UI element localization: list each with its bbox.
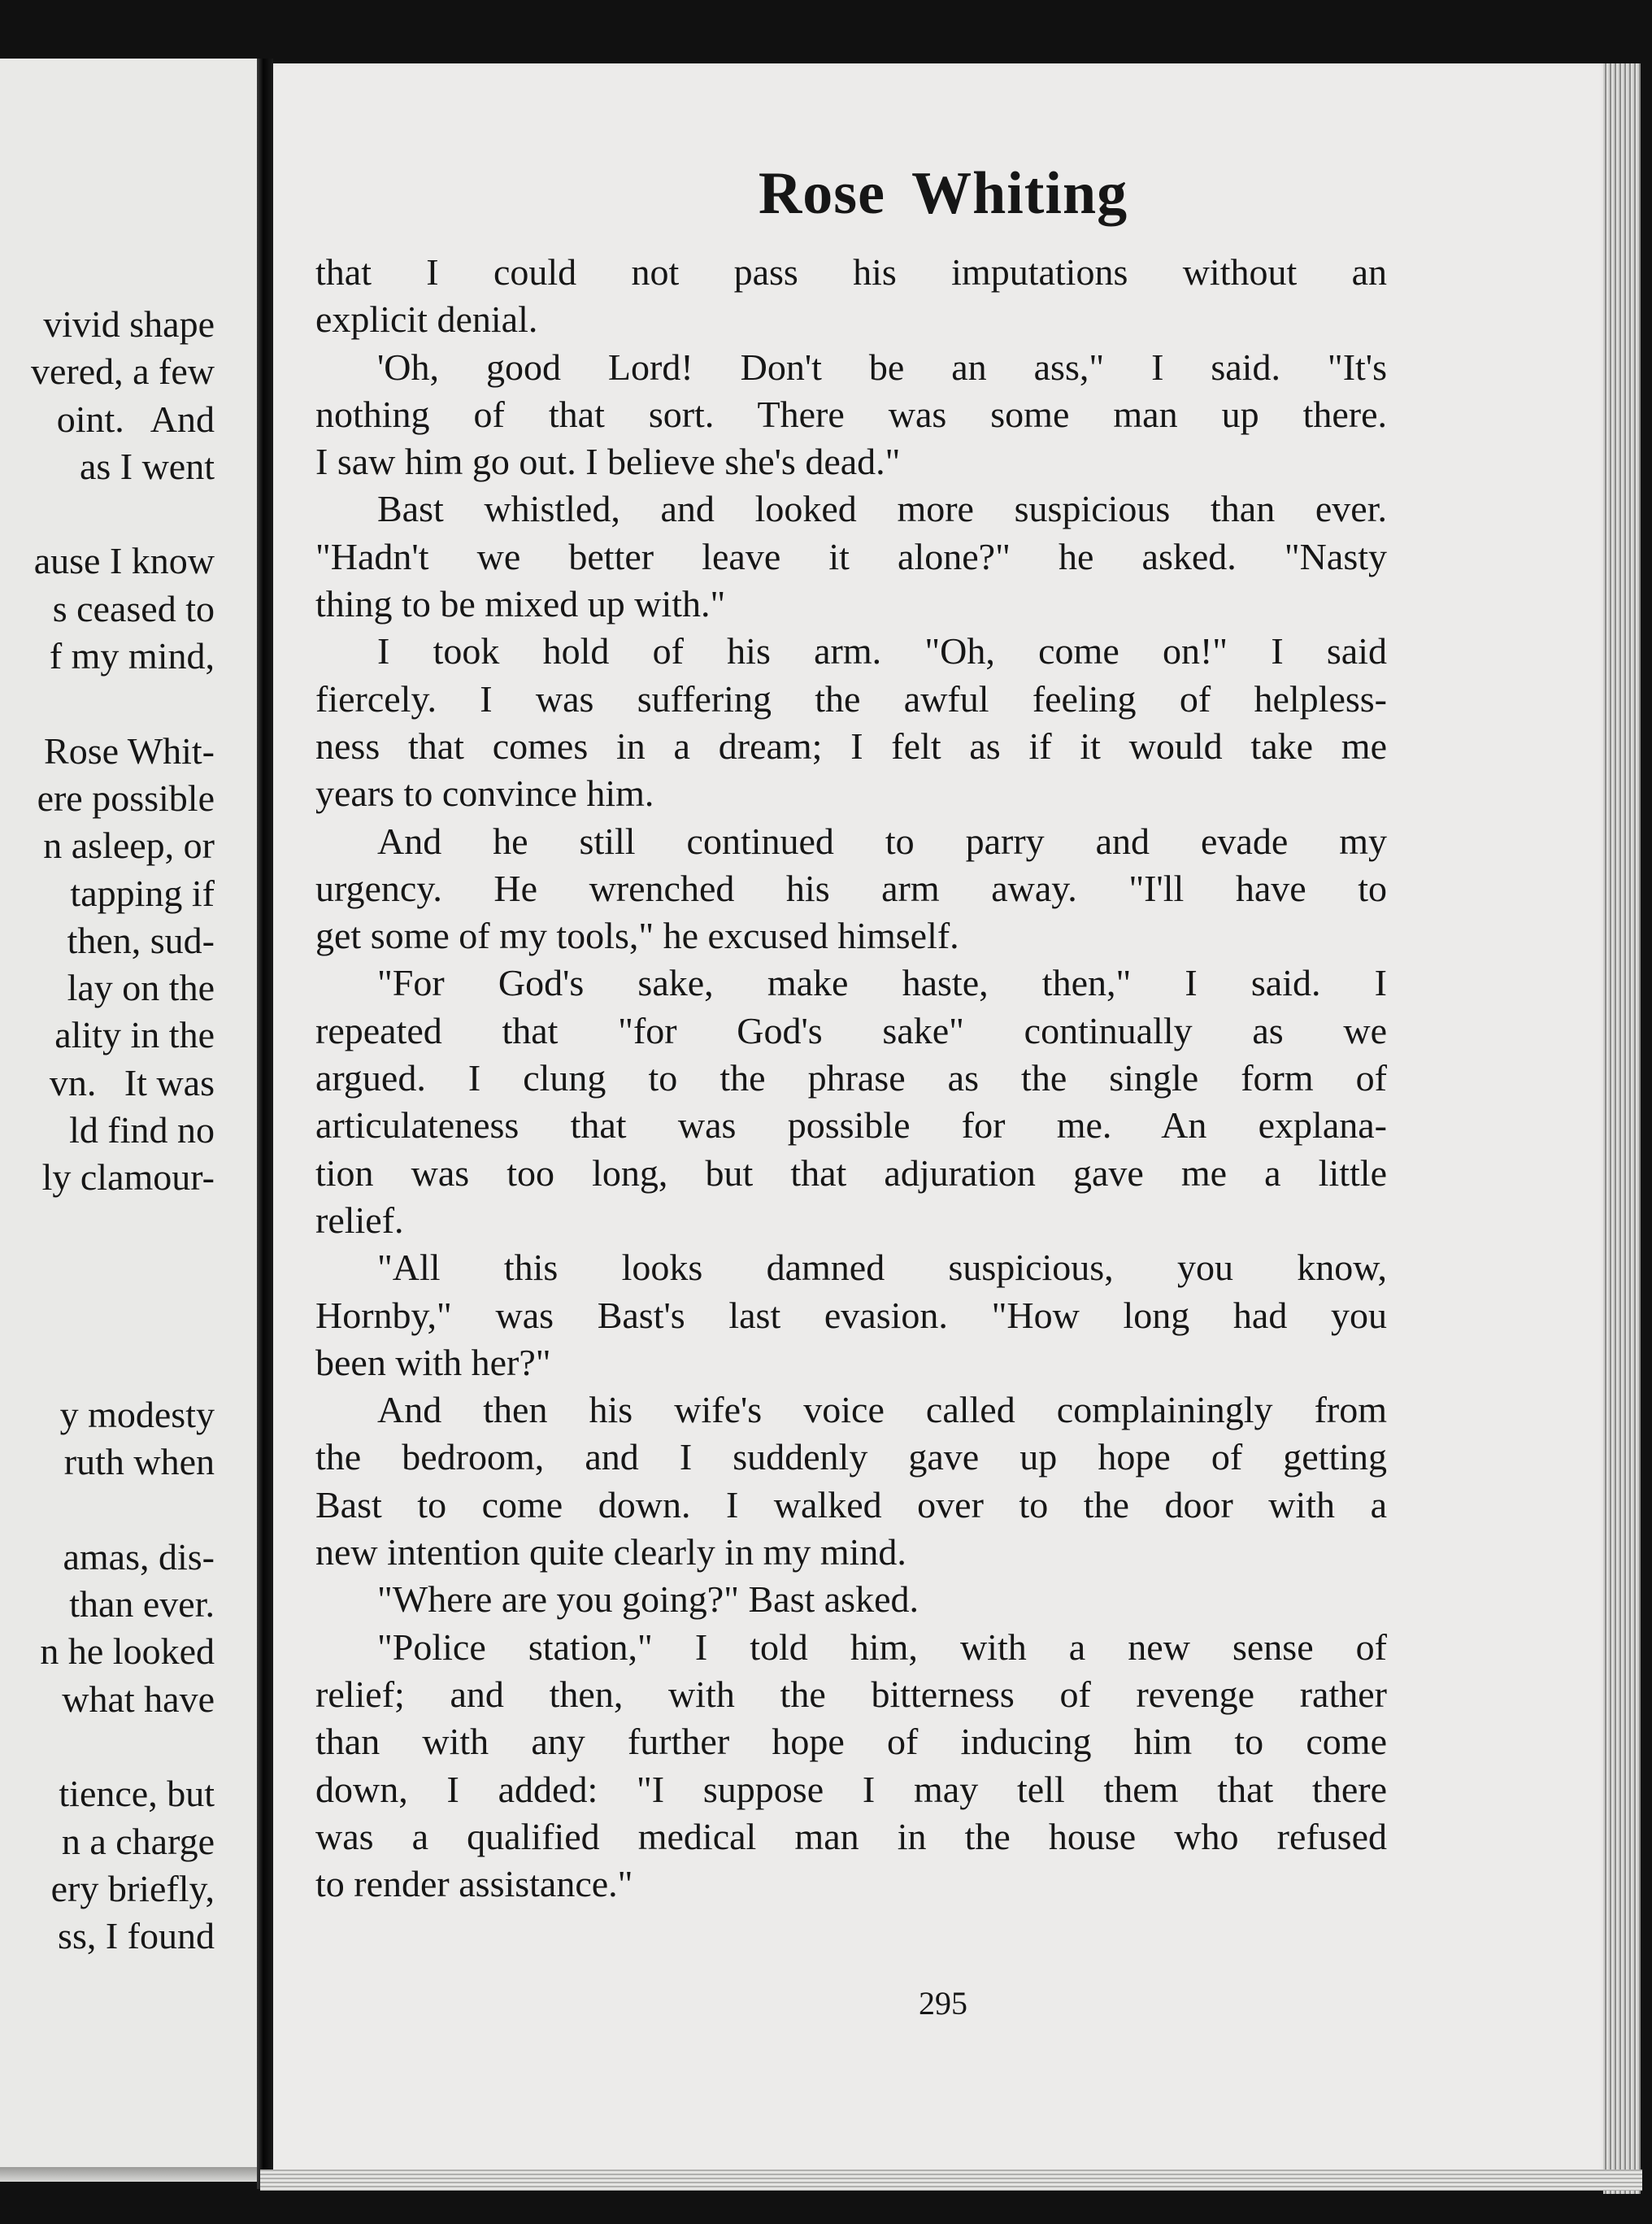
left-page-line: than ever. <box>69 1583 215 1626</box>
left-page-line <box>0 1486 215 1533</box>
left-page-line: vivid shape <box>43 303 215 345</box>
text-line: ness that comes in a dream; I felt as if it would take me <box>315 725 1387 767</box>
text-line: "Police station," I told him, with a new sense of <box>377 1626 1387 1668</box>
left-page-line: n he looked <box>40 1630 215 1673</box>
text-line: And he still continued to parry and evade my <box>377 820 1387 862</box>
left-page-line: ld find no <box>69 1109 215 1151</box>
left-facing-page <box>0 59 257 2173</box>
text-line: And then his wife's voice called complainingly from <box>377 1389 1387 1431</box>
text-line: "For God's sake, make haste, then," I said. I <box>377 962 1387 1004</box>
left-page-line: lay on the <box>67 967 215 1009</box>
left-page-line: amas, dis- <box>63 1535 215 1578</box>
body-text <box>315 249 1387 1908</box>
text-line: than with any further hope of inducing him to come <box>315 1721 1387 1763</box>
left-page-edge <box>0 2167 268 2182</box>
text-line: repeated that "for God's sake" continually as we <box>315 1009 1387 1051</box>
left-page-line: as I went <box>79 445 215 487</box>
text-line: urgency. He wrenched his arm away. "I'll have to <box>315 867 1387 909</box>
left-page-line: s ceased to <box>52 587 215 629</box>
text-line: "All this looks damned suspicious, you know, <box>377 1247 1387 1289</box>
left-page-line <box>0 1202 215 1249</box>
left-page-line: ere possible <box>37 777 215 819</box>
left-page-line <box>0 1344 215 1391</box>
left-page-line: f my mind, <box>49 635 215 677</box>
text-line: Hornby," was Bast's last evasion. "How long had you <box>315 1294 1387 1336</box>
left-page-line: y modesty <box>59 1393 215 1435</box>
text-line: the bedroom, and I suddenly gave up hope of getting <box>315 1436 1387 1478</box>
text-line: I saw him go out. I believe she's dead." <box>315 441 901 483</box>
left-page-line <box>0 680 215 727</box>
text-line: explicit denial. <box>315 298 538 341</box>
left-page-text <box>0 301 215 1960</box>
text-line: new intention quite clearly in my mind. <box>315 1531 906 1573</box>
left-page-line: Rose Whit- <box>44 729 215 772</box>
page-number: 295 <box>919 1985 967 2022</box>
left-page-line: n asleep, or <box>43 825 215 867</box>
left-page-line: vered, a few <box>30 350 215 393</box>
text-line: 'Oh, good Lord! Don't be an ass," I said. "It's <box>377 346 1387 388</box>
text-line: thing to be mixed up with." <box>315 583 726 625</box>
text-line: articulateness that was possible for me. An explana- <box>315 1104 1387 1147</box>
left-page-line <box>0 1296 215 1343</box>
left-page-line: then, sud- <box>67 919 215 961</box>
left-page-line: ery briefly, <box>50 1867 215 1909</box>
running-head: Rose Whiting <box>758 160 1128 227</box>
text-line: tion was too long, but that adjuration gave me a little <box>315 1151 1387 1194</box>
right-page <box>273 63 1613 2186</box>
text-line: down, I added: "I suppose I may tell them that there <box>315 1768 1387 1810</box>
left-page-line <box>0 1723 215 1770</box>
text-line: "Hadn't we better leave it alone?" he asked. "Nasty <box>315 535 1387 577</box>
page-edges <box>1603 63 1641 2194</box>
left-page-line: ly clamour- <box>41 1156 215 1199</box>
text-line: Bast to come down. I walked over to the door with a <box>315 1483 1387 1525</box>
left-page-line <box>0 490 215 538</box>
left-page-line: oint. And <box>56 398 215 440</box>
text-line: relief; and then, with the bitterness of revenge rather <box>315 1673 1387 1715</box>
text-line: I took hold of his arm. "Oh, come on!" I said <box>377 630 1387 672</box>
text-line: get some of my tools," he excused himself. <box>315 915 959 957</box>
text-line: to render assistance." <box>315 1863 633 1905</box>
left-page-line: ruth when <box>63 1441 215 1483</box>
left-page-line: vn. It was <box>49 1061 215 1103</box>
left-page-line: ss, I found <box>58 1915 215 1957</box>
left-page-line: tience, but <box>59 1773 215 1815</box>
text-line: relief. <box>315 1199 404 1241</box>
text-line: nothing of that sort. There was some man up there. <box>315 393 1387 435</box>
text-line: fiercely. I was suffering the awful feeling of helpless- <box>315 677 1387 720</box>
left-page-line <box>0 1249 215 1296</box>
left-page-line: n a charge <box>61 1820 215 1862</box>
left-page-line: tapping if <box>70 872 215 914</box>
text-line: years to convince him. <box>315 773 654 815</box>
left-page-line: ality in the <box>54 1014 215 1056</box>
book-gutter <box>257 59 273 2189</box>
text-line: was a qualified medical man in the house who refused <box>315 1815 1387 1857</box>
bottom-page-edges <box>260 2170 1642 2191</box>
text-line: Bast whistled, and looked more suspicious than ever. <box>377 488 1387 530</box>
text-line: "Where are you going?" Bast asked. <box>377 1578 919 1621</box>
text-line: that I could not pass his imputations without an <box>315 251 1387 293</box>
text-line: been with her?" <box>315 1341 551 1383</box>
left-page-line: what have <box>62 1678 215 1720</box>
text-line: argued. I clung to the phrase as the single form of <box>315 1057 1387 1099</box>
left-page-line: ause I know <box>33 540 215 582</box>
